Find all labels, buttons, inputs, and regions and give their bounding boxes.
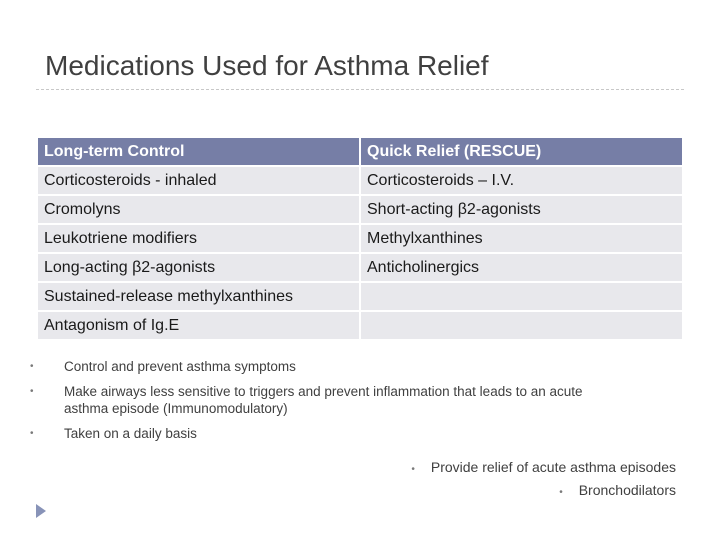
table-cell: Short-acting β2-agonists: [361, 196, 682, 225]
table-cell: [361, 283, 682, 312]
table-cell: Methylxanthines: [361, 225, 682, 254]
header-quick-relief: Quick Relief (RESCUE): [361, 138, 682, 167]
list-item-text: Taken on a daily basis: [64, 426, 197, 441]
list-item-text: Control and prevent asthma symptoms: [64, 359, 296, 374]
slide-title: Medications Used for Asthma Relief: [45, 50, 489, 81]
list-item: [30, 383, 590, 417]
list-item: [411, 457, 676, 480]
list-item-text: Make airways less sensitive to triggers and prevent inflammation that leads to an acute asthma episode (Immunomodulatory): [64, 384, 583, 416]
list-item: [30, 358, 590, 375]
table-cell: Sustained-release methylxanthines: [38, 283, 359, 312]
long-term-notes-list: [30, 358, 590, 450]
table-row: [38, 196, 682, 225]
table-cell: Corticosteroids - inhaled: [38, 167, 359, 196]
bullet-icon: •: [30, 361, 34, 372]
header-long-term-control: Long-term Control: [38, 138, 359, 167]
table-row: [38, 312, 682, 341]
bullet-icon: •: [30, 386, 34, 397]
quick-relief-notes: [411, 457, 676, 503]
title-divider: [36, 89, 684, 90]
table-row: [38, 254, 682, 283]
table-cell: Antagonism of Ig.E: [38, 312, 359, 341]
bullet-icon: •: [559, 487, 563, 498]
list-item-text: Provide relief of acute asthma episodes: [430, 459, 676, 475]
table-row: [38, 167, 682, 196]
bullet-icon: •: [30, 428, 34, 439]
table-row: [38, 225, 682, 254]
table-header-row: [38, 138, 682, 167]
table-row: [38, 283, 682, 312]
list-item: [411, 480, 676, 503]
medications-table: [36, 138, 684, 341]
table-cell: [361, 312, 682, 341]
bullet-icon: •: [411, 464, 415, 475]
table-cell: Corticosteroids – I.V.: [361, 167, 682, 196]
play-arrow-icon: [36, 504, 46, 518]
table-cell: Long-acting β2-agonists: [38, 254, 359, 283]
list-item: [30, 425, 590, 442]
table-cell: Anticholinergics: [361, 254, 682, 283]
table-cell: Cromolyns: [38, 196, 359, 225]
list-item-text: Bronchodilators: [578, 482, 676, 498]
table-cell: Leukotriene modifiers: [38, 225, 359, 254]
